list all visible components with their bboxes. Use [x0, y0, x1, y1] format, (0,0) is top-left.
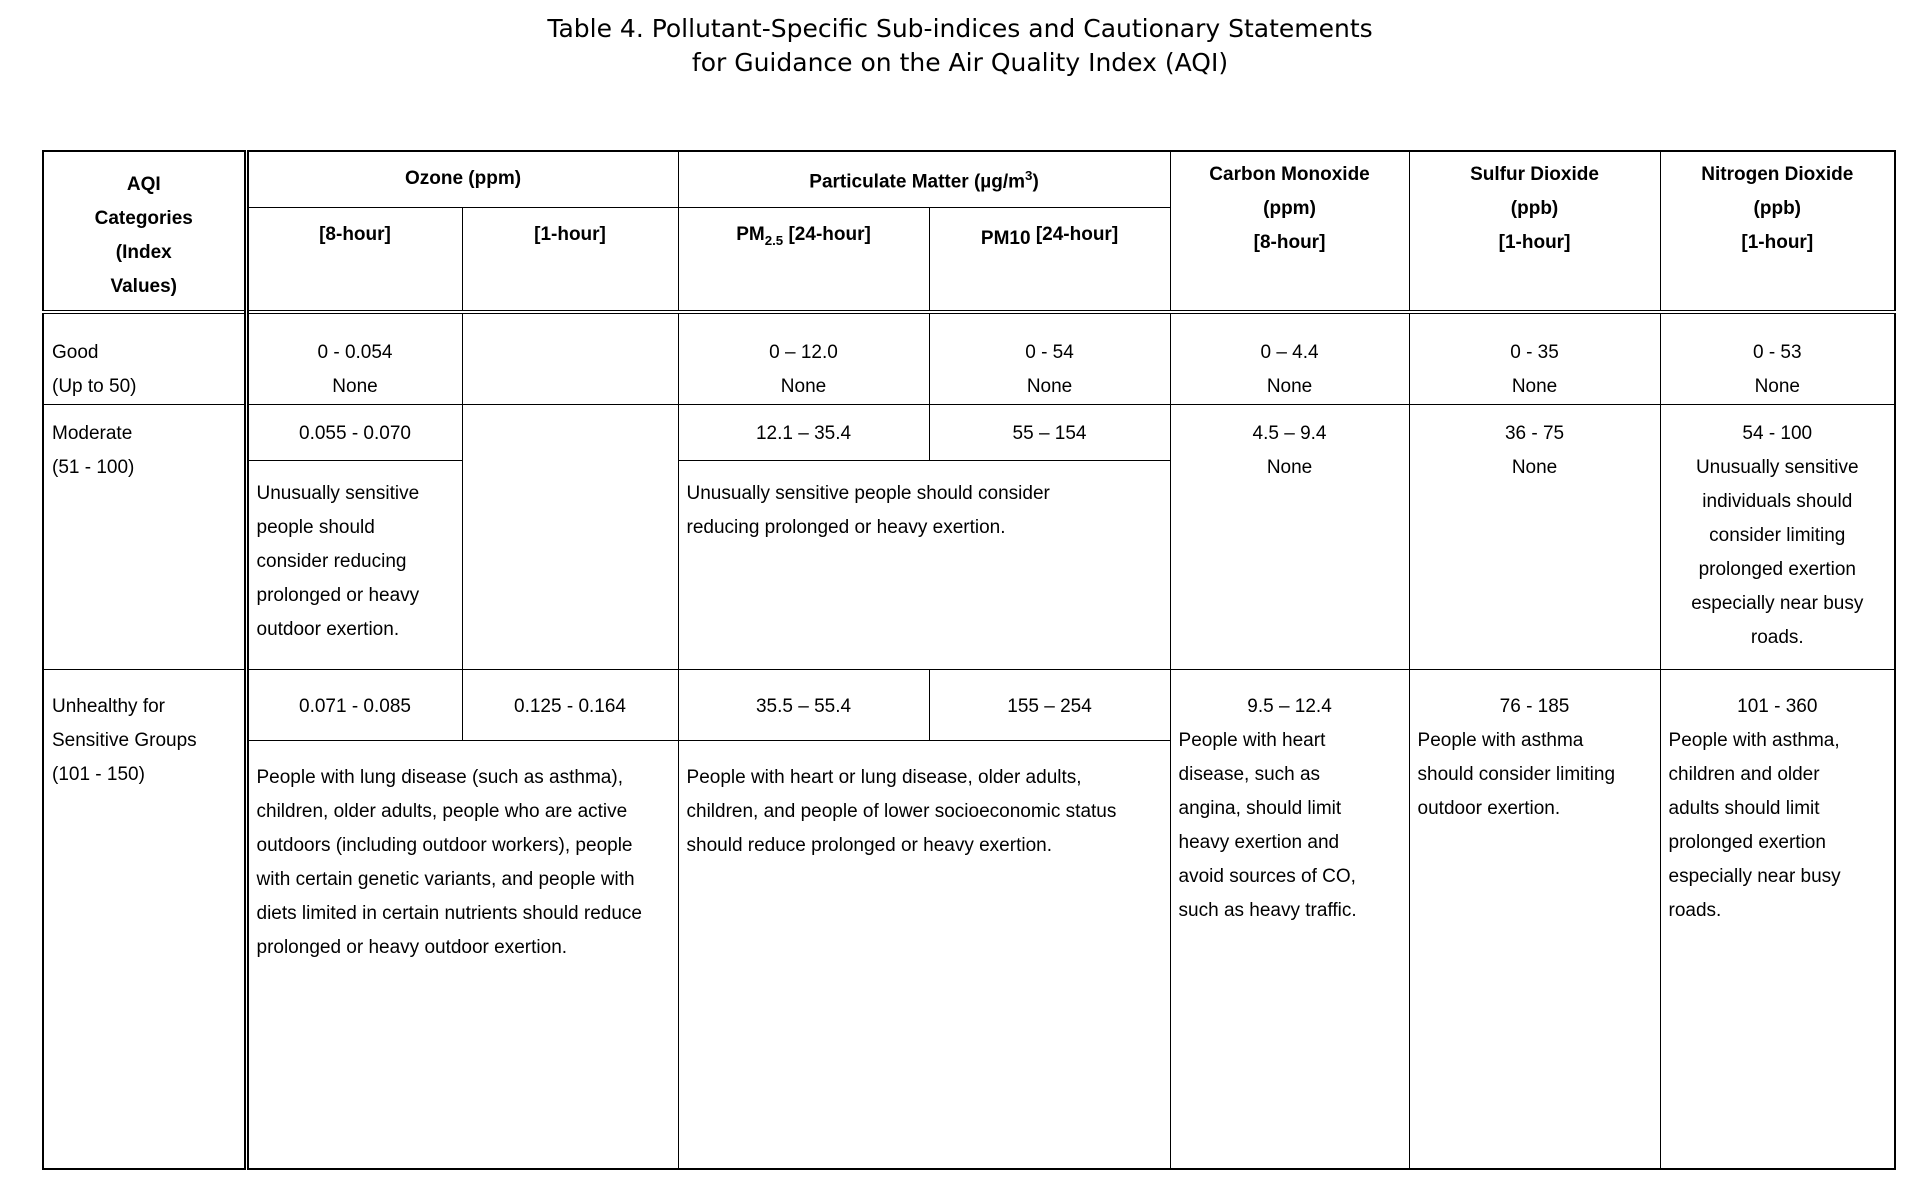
- statement-line: diets limited in certain nutrients should reduce: [256, 903, 642, 924]
- usg-ozone-1h: 0.125 - 0.164: [462, 670, 678, 741]
- statement-line: heavy exertion and: [1178, 832, 1340, 853]
- header-text: Values): [110, 276, 178, 297]
- usg-ozone-statement: [246, 741, 678, 1170]
- pm-header-sup: 3: [1025, 168, 1033, 184]
- moderate-co: [1170, 405, 1409, 670]
- statement-line: Unusually sensitive: [1695, 457, 1859, 478]
- moderate-pm10: 55 – 154: [929, 405, 1170, 461]
- statement: None: [1511, 457, 1558, 478]
- aqi-table: [42, 150, 1896, 1170]
- sulfur-dioxide-header: [1409, 151, 1660, 312]
- header-text: Nitrogen Dioxide: [1701, 164, 1854, 185]
- nitrogen-dioxide-header: [1660, 151, 1895, 312]
- good-so2: [1409, 312, 1660, 405]
- header-text: Categories: [94, 208, 193, 229]
- statement-line: such as heavy traffic.: [1178, 900, 1357, 921]
- caption-line-2: for Guidance on the Air Quality Index (AQI): [691, 48, 1229, 77]
- usg-ozone-8h: 0.071 - 0.085: [246, 670, 462, 741]
- pm25-suffix: [24-hour]: [788, 223, 871, 245]
- usg-pm10: 155 – 254: [929, 670, 1170, 741]
- statement: None: [1754, 376, 1800, 397]
- moderate-pm25: 12.1 – 35.4: [678, 405, 929, 461]
- usg-pm-statement: [678, 741, 1170, 1170]
- value: 0 - 35: [1510, 342, 1559, 363]
- statement-line: consider limiting: [1709, 525, 1846, 546]
- header-text: AQI: [126, 174, 161, 195]
- statement: None: [1511, 376, 1558, 397]
- header-text: [1-hour]: [1498, 232, 1571, 253]
- pm25-prefix: PM: [736, 223, 765, 245]
- statement-line: children, and people of lower socioeconomic status: [686, 801, 1117, 822]
- statement-line: prolonged or heavy outdoor exertion.: [256, 937, 568, 958]
- header-text: (ppm): [1263, 198, 1316, 219]
- aqi-categories-header: [43, 151, 246, 312]
- row-moderate: [43, 405, 1895, 461]
- usg-pm25: 35.5 – 55.4: [678, 670, 929, 741]
- statement-line: angina, should limit: [1178, 798, 1342, 819]
- statement-line: prolonged or heavy: [256, 585, 420, 606]
- ozone-header: Ozone (ppm): [246, 151, 678, 207]
- statement-line: children, older adults, people who are active: [256, 801, 628, 822]
- moderate-pm-statement: [678, 461, 1170, 670]
- statement-line: children and older: [1668, 764, 1820, 785]
- value: 4.5 – 9.4: [1252, 423, 1327, 444]
- value: 101 - 360: [1737, 696, 1818, 717]
- ozone-8hour-header: [8-hour]: [246, 207, 462, 312]
- statement-line: reducing prolonged or heavy exertion.: [686, 517, 1006, 538]
- good-ozone-1h: [462, 312, 678, 405]
- statement-line: individuals should: [1702, 491, 1853, 512]
- category-range: (51 - 100): [52, 457, 135, 478]
- value: 0 - 53: [1752, 342, 1802, 363]
- statement-line: prolonged exertion: [1668, 832, 1826, 853]
- statement-line: People with heart or lung disease, older adults,: [686, 767, 1082, 788]
- header-text: Carbon Monoxide: [1209, 164, 1370, 185]
- statement-line: Unusually sensitive people should consider: [686, 483, 1050, 504]
- header-text: [8-hour]: [1253, 232, 1326, 253]
- moderate-ozone-1h: [462, 405, 678, 670]
- pm10-suffix: [24-hour]: [1035, 223, 1119, 245]
- header-text: (Index: [115, 242, 172, 263]
- statement-line: roads.: [1750, 627, 1804, 648]
- header-text: (ppb): [1510, 198, 1559, 219]
- statement-line: should reduce prolonged or heavy exertion.: [686, 835, 1052, 856]
- statement-line: avoid sources of CO,: [1178, 866, 1356, 887]
- row-usg: [43, 670, 1895, 741]
- value: 76 - 185: [1499, 696, 1570, 717]
- pm25-sub: 2.5: [764, 232, 784, 248]
- statement-line: people should: [256, 517, 375, 538]
- good-ozone-8h: [246, 312, 462, 405]
- usg-no2: [1660, 670, 1895, 1170]
- carbon-monoxide-header: [1170, 151, 1409, 312]
- table-caption: [0, 12, 1920, 80]
- moderate-ozone-8h: 0.055 - 0.070: [246, 405, 462, 461]
- value: 0 - 54: [1025, 342, 1074, 363]
- statement-line: roads.: [1668, 900, 1722, 921]
- good-pm25: [678, 312, 929, 405]
- value: 9.5 – 12.4: [1247, 696, 1332, 717]
- statement-line: People with asthma: [1417, 730, 1584, 751]
- ozone-1hour-header: [1-hour]: [462, 207, 678, 312]
- header-text: Sulfur Dioxide: [1470, 164, 1599, 185]
- moderate-ozone-statement: [246, 461, 462, 670]
- caption-line-1: Table 4. Pollutant-Specific Sub-indices and Cautionary Statements: [547, 14, 1373, 43]
- moderate-so2: [1409, 405, 1660, 670]
- row-good: [43, 312, 1895, 405]
- statement: None: [780, 376, 827, 397]
- value: 0 – 12.0: [769, 342, 838, 363]
- value: 0 - 0.054: [317, 342, 393, 363]
- header-text: (ppb): [1753, 198, 1802, 219]
- header-row-1: [43, 151, 1895, 207]
- usg-co: [1170, 670, 1409, 1170]
- statement: None: [332, 376, 378, 397]
- statement-line: should consider limiting: [1417, 764, 1616, 785]
- pm-header-text: Particulate Matter (µg/m: [809, 171, 1026, 193]
- header-text: [1-hour]: [1741, 232, 1814, 253]
- statement-line: Unusually sensitive: [256, 483, 420, 504]
- category-range: (Up to 50): [52, 376, 137, 397]
- category-usg: [43, 670, 246, 1170]
- category-moderate: [43, 405, 246, 670]
- particulate-matter-header: [678, 151, 1170, 207]
- value: 36 - 75: [1504, 423, 1565, 444]
- value: 0 – 4.4: [1260, 342, 1319, 363]
- statement-line: outdoor exertion.: [256, 619, 400, 640]
- pm-header-close: ): [1032, 171, 1039, 193]
- statement-line: especially near busy: [1668, 866, 1841, 887]
- statement-line: People with lung disease (such as asthma),: [256, 767, 623, 788]
- statement-line: with certain genetic variants, and people with: [256, 869, 635, 890]
- category-label: Unhealthy for: [52, 696, 166, 717]
- pm25-header: [678, 207, 929, 312]
- good-co: [1170, 312, 1409, 405]
- moderate-no2: [1660, 405, 1895, 670]
- category-range: (101 - 150): [52, 764, 145, 785]
- statement-line: adults should limit: [1668, 798, 1820, 819]
- statement-line: consider reducing: [256, 551, 407, 572]
- statement: None: [1266, 457, 1313, 478]
- statement-line: prolonged exertion: [1698, 559, 1856, 580]
- statement: None: [1026, 376, 1073, 397]
- statement-line: outdoors (including outdoor workers), people: [256, 835, 633, 856]
- good-no2: [1660, 312, 1895, 405]
- statement-line: outdoor exertion.: [1417, 798, 1561, 819]
- category-label: Good: [52, 342, 99, 363]
- statement-line: People with asthma,: [1668, 730, 1840, 751]
- category-label: Sensitive Groups: [52, 730, 197, 751]
- good-pm10: [929, 312, 1170, 405]
- statement-line: especially near busy: [1691, 593, 1864, 614]
- pm10-header: [929, 207, 1170, 312]
- category-good: [43, 312, 246, 405]
- statement-line: disease, such as: [1178, 764, 1321, 785]
- category-label: Moderate: [52, 423, 133, 444]
- statement-line: People with heart: [1178, 730, 1326, 751]
- value: 54 - 100: [1742, 423, 1813, 444]
- pm10-prefix: PM10: [980, 227, 1031, 249]
- usg-so2: [1409, 670, 1660, 1170]
- statement: None: [1266, 376, 1313, 397]
